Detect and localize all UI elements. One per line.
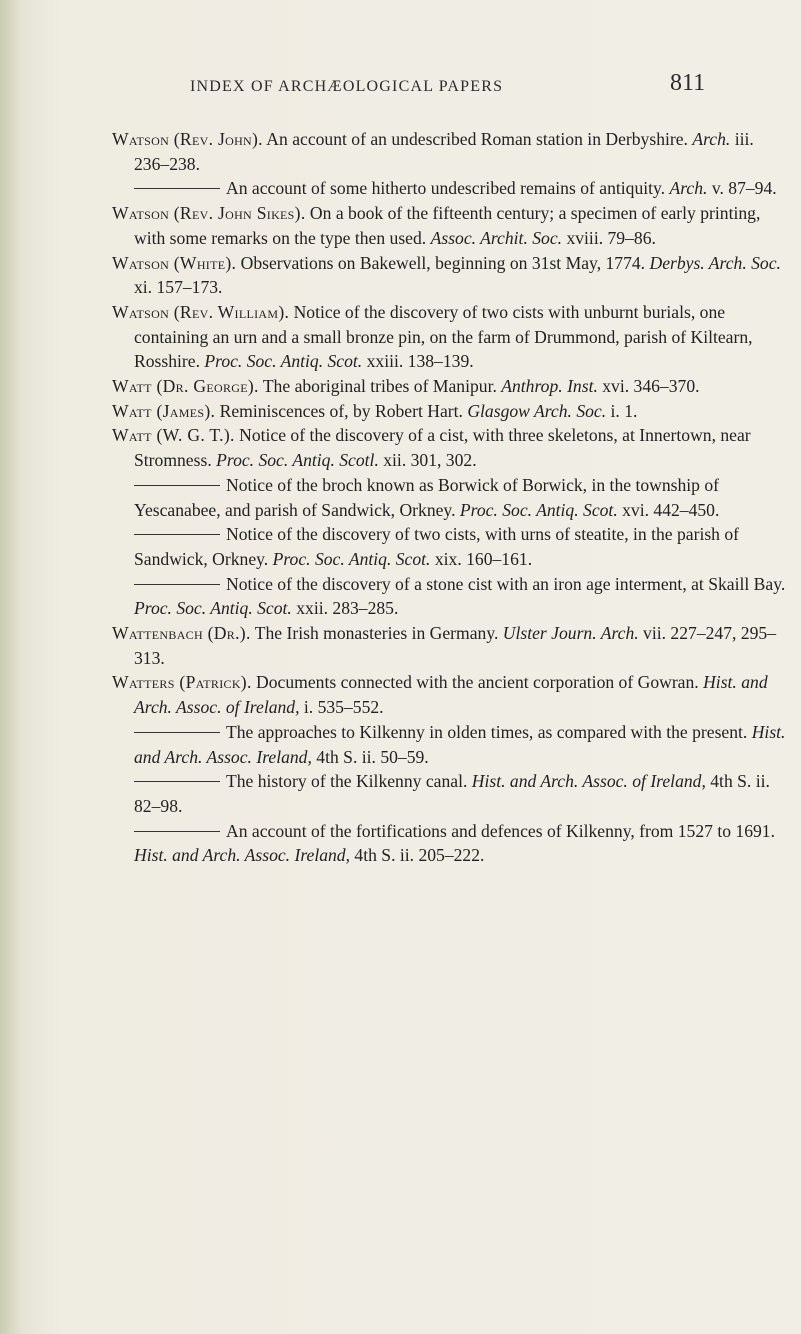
entry-title: An account of the fortifications and defences of Kilkenny, from 1527 to 1691.: [226, 820, 775, 841]
author-name: Watson (Rev. William).: [112, 301, 290, 322]
author-name: Watson (White).: [112, 252, 237, 273]
ditto-rule: [134, 831, 220, 832]
journal-reference: Hist. and Arch. Assoc. of Ireland,: [471, 771, 706, 792]
ditto-rule: [134, 781, 220, 782]
index-entry: [112, 423, 788, 472]
journal-reference: Glasgow Arch. Soc.: [467, 400, 607, 421]
ditto-rule: [134, 534, 220, 535]
entry-title: Notice of the discovery of two cists, with urns of steatite, in the parish of Sandwick, Orkney.: [134, 524, 740, 569]
volume-pages: xvi. 346–370.: [597, 376, 700, 397]
journal-reference: Anthrop. Inst.: [501, 376, 598, 397]
ditto-rule: [134, 584, 220, 585]
journal-reference: Ulster Journ. Arch.: [502, 623, 639, 644]
entry-title: An account of an undescribed Roman station in Derbyshire.: [262, 129, 693, 149]
volume-pages: xi. 157–173.: [134, 277, 223, 298]
volume-pages: xvi. 442–450.: [617, 499, 720, 520]
journal-reference: Hist. and Arch. Assoc. Ireland,: [134, 845, 351, 866]
index-entry: [112, 399, 788, 424]
journal-reference: Arch.: [692, 129, 731, 149]
entry-title: Observations on Bakewell, beginning on 31st May, 1774.: [236, 252, 650, 273]
author-name: Watt (James).: [112, 400, 216, 421]
entry-title: An account of some hitherto undescribed remains of antiquity.: [226, 178, 670, 199]
ditto-rule: [134, 188, 220, 189]
volume-pages: iii. 236–238.: [134, 129, 754, 174]
volume-pages: 4th S. ii. 82–98.: [134, 771, 770, 816]
entry-title: The history of the Kilkenny canal.: [226, 771, 472, 792]
entry-title: Notice of the discovery of two cists with unburnt burials, one containing an urn and a small bronze pin, on the farm of Drummond, parish of Kiltearn, Rosshire.: [134, 301, 753, 372]
index-entry: [112, 769, 788, 818]
volume-pages: i. 1.: [606, 400, 638, 421]
journal-reference: Arch.: [669, 178, 708, 199]
index-entry: [112, 176, 788, 201]
index-entries: [112, 127, 788, 868]
journal-reference: Hist. and Arch. Assoc. of Ireland,: [134, 672, 768, 718]
index-entry: [112, 819, 788, 868]
ditto-rule: [134, 732, 220, 733]
volume-pages: xviii. 79–86.: [562, 227, 656, 248]
journal-reference: Proc. Soc. Antiq. Scotl.: [216, 450, 379, 471]
index-entry: [112, 127, 788, 176]
journal-reference: Derbys. Arch. Soc.: [649, 252, 781, 273]
index-entry: [112, 720, 788, 769]
volume-pages: v. 87–94.: [707, 178, 777, 199]
journal-reference: Proc. Soc. Antiq. Scot.: [459, 499, 618, 520]
index-entry: [112, 201, 788, 250]
volume-pages: xix. 160–161.: [430, 548, 533, 569]
running-head: INDEX OF ARCHÆOLOGICAL PAPERS: [190, 78, 504, 95]
volume-pages: i. 535–552.: [299, 697, 384, 718]
entry-title: Documents connected with the ancient corporation of Gowran.: [251, 672, 704, 693]
page-header: [0, 66, 801, 96]
journal-reference: Proc. Soc. Antiq. Scot.: [204, 351, 363, 372]
author-name: Wattenbach (Dr.).: [112, 623, 251, 644]
index-entry: [112, 670, 788, 719]
index-entry: [112, 473, 788, 522]
index-entry: [112, 251, 788, 300]
volume-pages: xii. 301, 302.: [378, 450, 477, 471]
entry-title: The approaches to Kilkenny in olden times, as compared with the present.: [226, 721, 752, 742]
ditto-rule: [134, 485, 220, 486]
entry-title: Notice of the broch known as Borwick of Borwick, in the township of Yescanabee, and parish of Sandwick, Orkney.: [134, 474, 720, 520]
entry-title: The aboriginal tribes of Manipur.: [258, 376, 502, 397]
author-name: Watt (Dr. George).: [112, 376, 259, 397]
volume-pages: 4th S. ii. 205–222.: [350, 845, 485, 866]
index-entry: [112, 621, 788, 670]
index-entry: [112, 374, 788, 399]
entry-title: On a book of the fifteenth century; a specimen of early printing, with some remarks on the type then used.: [134, 203, 761, 248]
entry-title: The Irish monasteries in Germany.: [250, 623, 503, 644]
volume-pages: xxiii. 138–139.: [362, 351, 474, 372]
journal-reference: Proc. Soc. Antiq. Scot.: [134, 598, 292, 619]
author-name: Watt (W. G. T.).: [112, 425, 235, 446]
page-number: 811: [670, 70, 706, 96]
index-entry: [112, 522, 788, 571]
author-name: Watson (Rev. John).: [112, 129, 263, 149]
journal-reference: Hist. and Arch. Assoc. Ireland,: [134, 721, 786, 767]
index-entry: [112, 300, 788, 374]
entry-title: Notice of the discovery of a stone cist with an iron age interment, at Skaill Bay.: [226, 573, 786, 594]
entry-title: Reminiscences of, by Robert Hart.: [215, 400, 468, 421]
author-name: Watson (Rev. John Sikes).: [112, 203, 306, 224]
volume-pages: xxii. 283–285.: [291, 598, 399, 619]
volume-pages: vii. 227–247, 295–313.: [134, 623, 776, 668]
author-name: Watters (Patrick).: [112, 672, 252, 693]
entry-title: Notice of the discovery of a cist, with three skeletons, at Innertown, near Stromness.: [134, 425, 751, 471]
journal-reference: Assoc. Archit. Soc.: [430, 227, 563, 248]
volume-pages: 4th S. ii. 50–59.: [311, 746, 429, 767]
index-entry: [112, 572, 788, 621]
journal-reference: Proc. Soc. Antiq. Scot.: [272, 548, 431, 569]
